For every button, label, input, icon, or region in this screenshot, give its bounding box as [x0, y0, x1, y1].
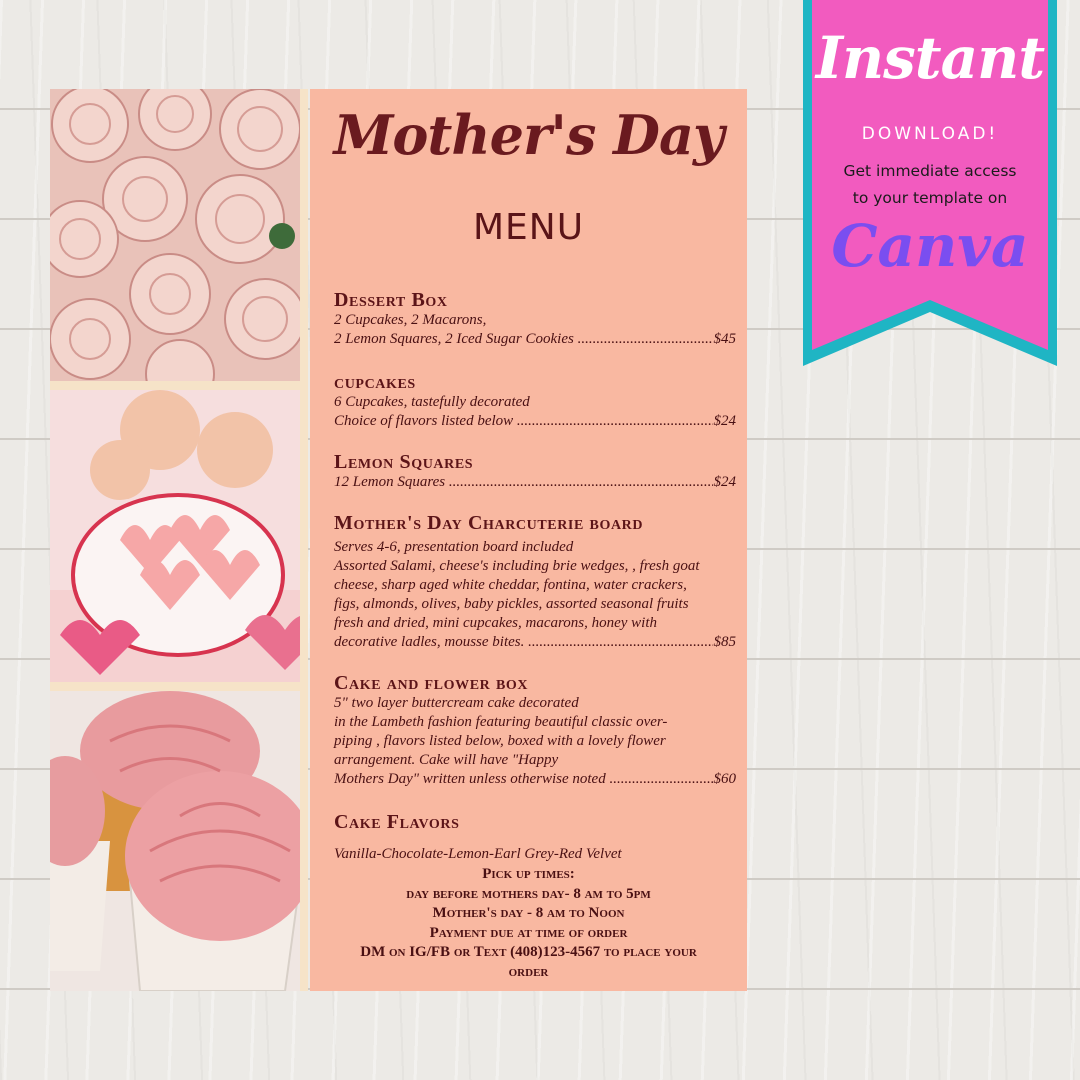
contact-line: order [508, 963, 549, 980]
price-row [334, 473, 736, 492]
price: $24 [713, 474, 736, 490]
badge-instant-text: Instant [815, 24, 1045, 92]
section-line: 6 Cupcakes, tastefully decorated [334, 394, 530, 410]
section-lemon-squares [334, 451, 736, 492]
section-line: Assorted Salami, cheese's including brie wedges, , fresh goat [334, 558, 700, 574]
price-row-text: Choice of flavors listed below ..... [334, 412, 713, 431]
flavors-list: Vanilla-Chocolate-Lemon-Earl Grey-Red Velvet [334, 846, 622, 862]
canva-logo: Canva [831, 212, 1029, 280]
pickup-line: day before mothers day- 8 am to 5pm [406, 885, 651, 902]
menu-title: Mother's Day [333, 103, 724, 167]
photo-column [50, 89, 308, 991]
section-title: Cake and flower box [334, 672, 529, 694]
price-row-text: decorative ladles, mousse bites. ..... [334, 633, 713, 652]
price: $60 [713, 771, 736, 787]
price-row-text: Mothers Day" written unless otherwise noted ..... [334, 770, 713, 789]
price-row [334, 412, 736, 431]
payment-line: Payment due at time of order [429, 924, 628, 941]
section-title: Mother's Day Charcuterie board [334, 512, 644, 534]
menu-subtitle: MENU [472, 207, 585, 248]
price: $85 [713, 634, 736, 650]
section-line: Serves 4-6, presentation board included [334, 539, 574, 555]
section-line: 5" two layer buttercream cake decorated [334, 695, 579, 711]
section-cupcakes [334, 371, 736, 431]
section-line: cheese, sharp aged white cheddar, fontina, water crackers, [334, 577, 687, 593]
section-title: Dessert Box [334, 289, 448, 311]
badge-desc-line: to your template on [852, 189, 1008, 207]
section-dessert-box [334, 289, 736, 349]
contact-line: DM on IG/FB or Text (408)123-4567 to place your [360, 944, 697, 960]
instant-download-badge [803, 0, 1057, 366]
pink-cupcakes-photo [50, 691, 300, 991]
section-title: Cake Flavors [334, 811, 460, 833]
section-line: piping , flavors listed below, boxed with a lovely flower [334, 733, 666, 749]
badge-desc-line: Get immediate access [843, 162, 1017, 180]
pickup-line: Mother's day - 8 am to Noon [432, 905, 625, 921]
pickup-info [310, 865, 747, 982]
menu-card [310, 89, 747, 991]
section-line: fresh and dried, mini cupcakes, macarons, honey with [334, 615, 658, 631]
heart-macarons-photo [50, 390, 300, 682]
price-row [334, 330, 736, 349]
section-line: figs, almonds, olives, baby pickles, assorted seasonal fruits [334, 596, 689, 612]
section-cake-flower-box [334, 672, 736, 789]
price: $45 [713, 331, 736, 347]
badge-download-text: DOWNLOAD! [861, 124, 999, 144]
price: $24 [713, 413, 736, 429]
section-line: arrangement. Cake will have "Happy [334, 752, 559, 768]
pink-ranunculus-photo [50, 89, 300, 381]
section-cake-flavors [334, 811, 736, 864]
price-row-text: 12 Lemon Squares ..... [334, 473, 713, 492]
section-line: in the Lambeth fashion featuring beautiful classic over- [334, 714, 668, 730]
price-row [334, 633, 736, 652]
badge-description [817, 158, 1043, 212]
section-title: Lemon Squares [334, 451, 474, 473]
pickup-heading: Pick up times: [482, 866, 575, 882]
section-title: cupcakes [334, 371, 416, 393]
section-line: 2 Cupcakes, 2 Macarons, [334, 312, 487, 328]
section-charcuterie [334, 512, 736, 652]
price-row-text: 2 Lemon Squares, 2 Iced Sugar Cookies ..... [334, 330, 713, 349]
price-row [334, 770, 736, 789]
